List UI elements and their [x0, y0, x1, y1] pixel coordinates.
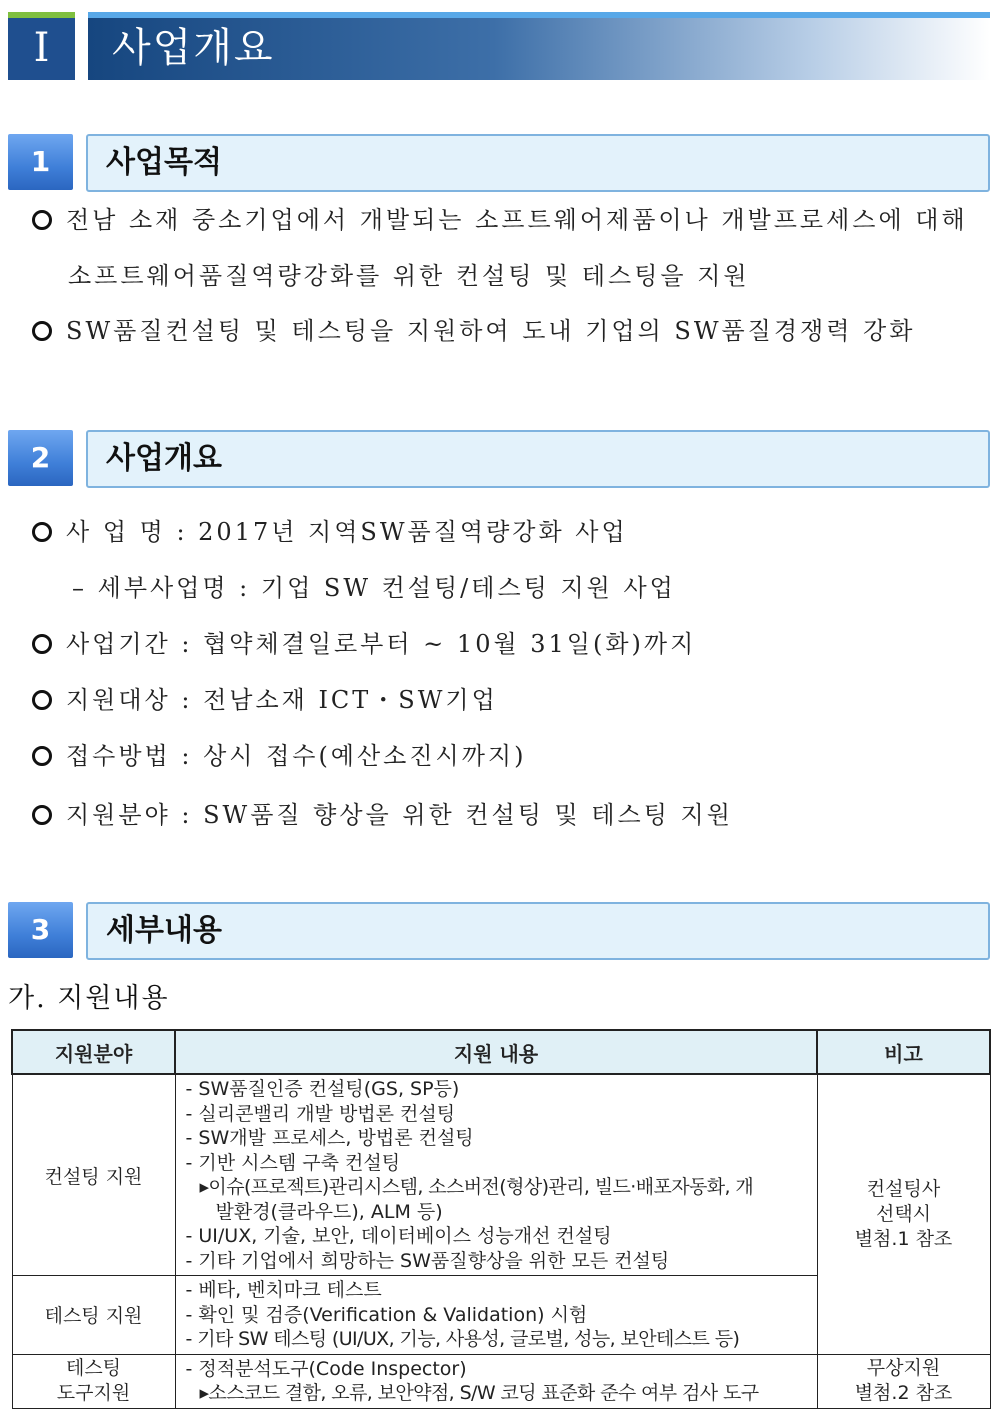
section-number: 1: [8, 134, 73, 190]
list-item: - UI/UX, 기술, 보안, 데이터베이스 성능개선 컨설팅: [185, 1225, 612, 1247]
list-item: ▸이슈(프로젝트)관리시스템, 소스버전(형상)관리, 빌드·배포자동화, 개: [199, 1176, 754, 1198]
list-item: - 확인 및 검증(Verification & Validation) 시험: [185, 1303, 588, 1326]
list-item: ▸소스코드 결함, 오류, 보안약점, S/W 코딩 표준화 준수 여부 검사 도구: [199, 1382, 759, 1404]
circle-bullet-icon: [32, 746, 52, 766]
overview-sub-name: – 세부사업명 : 기업 SW 컨설팅/테스팅 지원 사업: [72, 574, 676, 602]
table-row-consulting: [12, 1074, 990, 1276]
support-content-subheading: 가. 지원내용: [8, 983, 170, 1014]
list-item: 발환경(클라우드), ALM 등): [215, 1200, 443, 1223]
overview-method: 접수방법 : 상시 접수(예산소진시까지): [32, 736, 526, 771]
note-tools: 무상지원 별첨.2 참조: [817, 1354, 990, 1408]
section-title: 세부내용: [86, 902, 990, 960]
header-note: 비고: [817, 1030, 990, 1074]
list-item: - SW개발 프로세스, 방법론 컨설팅: [185, 1127, 474, 1149]
list-item: - 기반 시스템 구축 컨설팅: [185, 1151, 401, 1174]
category-tools: 테스팅 도구지원: [12, 1354, 175, 1408]
list-item: - 기타 기업에서 희망하는 SW품질향상을 위한 모든 컨설팅: [185, 1249, 670, 1272]
purpose-text-1: 전남 소재 중소기업에서 개발되는 소프트웨어제품이나 개발프로세스에 대해: [66, 206, 968, 234]
category-consulting: 컨설팅 지원: [12, 1074, 175, 1276]
circle-bullet-icon: [32, 690, 52, 710]
overview-field: 지원분야 : SW품질 향상을 위한 컨설팅 및 테스팅 지원: [32, 795, 733, 830]
circle-bullet-icon: [32, 634, 52, 654]
section-header-purpose: [8, 134, 990, 192]
bullet-continuation: [68, 256, 750, 291]
list-item: - 실리콘밸리 개발 방법론 컨설팅: [185, 1102, 456, 1125]
overview-target: 지원대상 : 전남소재 ICT・SW기업: [32, 680, 498, 715]
overview-name: 사 업 명 : 2017년 지역SW품질역량강화 사업: [32, 512, 628, 547]
consulting-content: [175, 1074, 817, 1276]
section-title: 사업개요: [86, 430, 990, 488]
circle-bullet-icon: [32, 805, 52, 825]
list-item: - SW품질인증 컨설팅(GS, SP등): [185, 1078, 460, 1100]
section-number: 3: [8, 902, 73, 958]
section-header-overview: [8, 430, 990, 488]
header-content: 지원 내용: [175, 1030, 817, 1074]
table-header-row: [12, 1030, 990, 1074]
section-number: 2: [8, 430, 73, 486]
list-item: - 정적분석도구(Code Inspector): [185, 1357, 467, 1380]
list-item: - 기타 SW 테스팅 (UI/UX, 기능, 사용성, 글로벌, 성능, 보안테스트 등): [185, 1328, 740, 1350]
section-title: 사업목적: [86, 134, 990, 192]
note-consulting-testing: 컨설팅사 선택시 별첨.1 참조: [817, 1074, 990, 1354]
chapter-title-bar: [8, 12, 990, 80]
section-header-details: [8, 902, 990, 960]
purpose-text-2: SW품질컨설팅 및 테스팅을 지원하여 도내 기업의 SW품질경쟁력 강화: [66, 317, 916, 345]
header-field: 지원분야: [12, 1030, 175, 1074]
list-item: - 베타, 벤치마크 테스트: [185, 1279, 382, 1301]
circle-bullet-icon: [32, 522, 52, 542]
support-table: [11, 1029, 991, 1409]
chapter-number: I: [8, 12, 75, 80]
chapter-title: 사업개요: [88, 12, 990, 80]
testing-content: [175, 1276, 817, 1355]
overview-period: 사업기간 : 협약체결일로부터 ~ 10월 31일(화)까지: [32, 624, 696, 659]
bullet-item: [32, 200, 968, 235]
category-testing: 테스팅 지원: [12, 1276, 175, 1355]
table-row-tools: [12, 1354, 990, 1408]
circle-bullet-icon: [32, 210, 52, 230]
circle-bullet-icon: [32, 321, 52, 341]
bullet-item: [32, 311, 915, 346]
tools-content: [175, 1354, 817, 1408]
purpose-text-1b: 소프트웨어품질역량강화를 위한 컨설팅 및 테스팅을 지원: [68, 262, 750, 290]
